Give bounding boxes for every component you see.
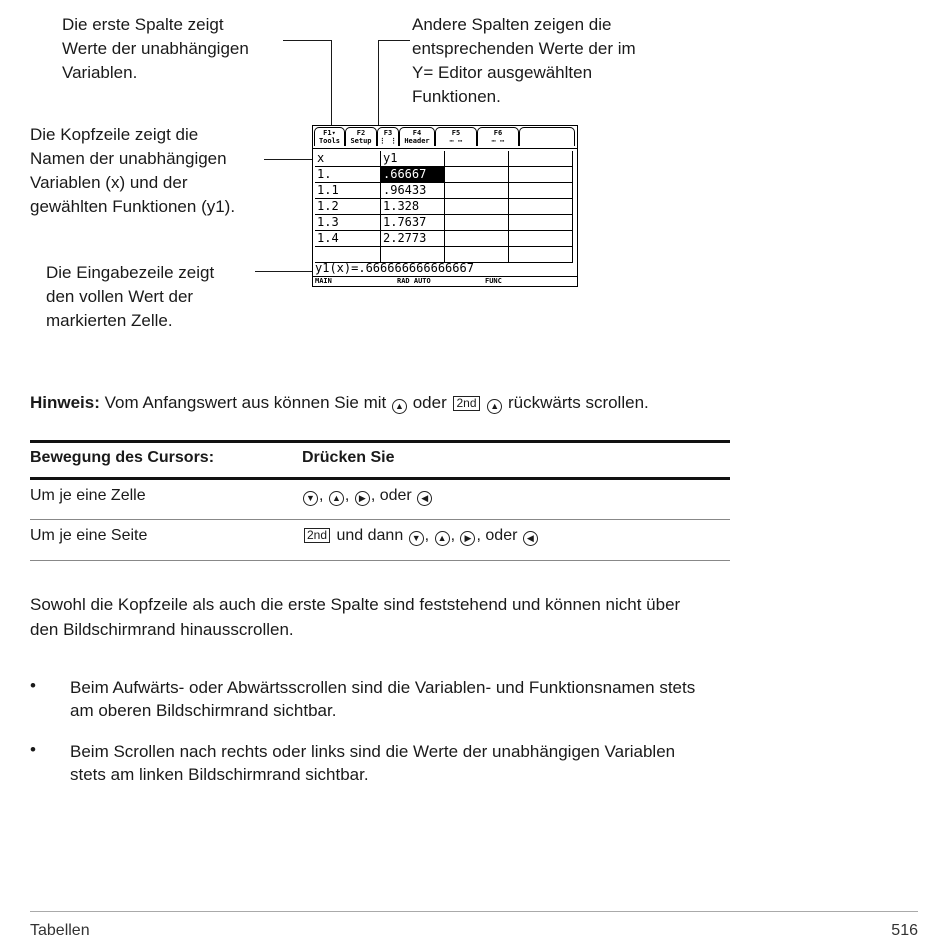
up-arrow-key-icon: ▲ <box>392 399 407 414</box>
table-header: Drücken Sie <box>302 449 395 466</box>
callout-line: Variablen. <box>62 63 138 82</box>
page-number: 516 <box>891 922 918 939</box>
status-mode: MAIN <box>315 277 332 285</box>
callout-line: Die Kopfzeile zeigt die <box>30 125 199 144</box>
body-line: Sowohl die Kopfzeile als auch die erste Spalte sind feststehend und können nicht über <box>30 595 681 614</box>
left-arrow-key-icon: ◀ <box>417 491 432 506</box>
tab-key: F4 <box>412 129 422 137</box>
callout-line: Namen der unabhängigen <box>30 149 227 168</box>
bullet-icon: • <box>30 676 36 695</box>
bullet-line: Beim Scrollen nach rechts oder links sind die Werte der unabhängigen Variablen <box>70 742 676 761</box>
table-cell-keys <box>302 487 433 506</box>
callout-other-columns <box>412 13 636 109</box>
footer-section: Tabellen <box>30 922 90 939</box>
oder-text: oder <box>379 487 412 504</box>
callout-line: entsprechenden Werte der im <box>412 39 636 58</box>
table-row-rule <box>30 519 730 520</box>
table-header-rule <box>30 477 730 480</box>
table-top-rule <box>30 440 730 443</box>
table-row <box>315 183 573 199</box>
callout-line: Die Eingabezeile zeigt <box>46 263 215 282</box>
table-cell[interactable] <box>509 247 573 262</box>
bullet-text <box>70 740 930 786</box>
separator: , <box>476 527 481 544</box>
column-header[interactable]: y1 <box>381 151 445 166</box>
toolbar <box>313 126 577 149</box>
toolbar-tab-f2[interactable] <box>345 127 377 146</box>
2nd-key-icon: 2nd <box>453 396 479 411</box>
table-row <box>315 231 573 247</box>
note-text: Vom Anfangswert aus können Sie mit <box>104 393 387 412</box>
toolbar-tab-f6[interactable] <box>477 127 519 146</box>
tab-label: ⋮ ⋮ <box>378 137 398 145</box>
leader-line <box>255 271 313 272</box>
table-cell[interactable] <box>509 215 573 230</box>
tab-key: F6 <box>493 129 503 137</box>
separator: , <box>370 487 376 504</box>
note-label: Hinweis: <box>30 393 100 412</box>
table-cell[interactable]: .96433 <box>381 183 445 198</box>
right-arrow-key-icon: ▶ <box>460 531 475 546</box>
oder-text: oder <box>485 527 518 544</box>
table-cell[interactable] <box>509 231 573 246</box>
bullet-text <box>70 676 930 722</box>
status-graph: FUNC <box>485 277 502 285</box>
up-arrow-key-icon: ▲ <box>487 399 502 414</box>
up-arrow-key-icon: ▲ <box>329 491 344 506</box>
leader-line <box>283 40 331 41</box>
callout-line: Andere Spalten zeigen die <box>412 15 612 34</box>
callout-line: den vollen Wert der <box>46 287 194 306</box>
callout-line: markierten Zelle. <box>46 311 173 330</box>
table-bottom-rule <box>30 560 730 561</box>
callout-entry-line <box>46 261 214 333</box>
table-header-row <box>315 151 573 167</box>
entry-line: y1(x)=.666666666666667 <box>315 261 474 275</box>
status-angle: RAD AUTO <box>397 277 431 285</box>
table-cell[interactable] <box>445 199 509 214</box>
callout-line: Die erste Spalte zeigt <box>62 15 224 34</box>
toolbar-tab-f3[interactable] <box>377 127 399 146</box>
tab-key: F3 <box>383 129 393 137</box>
selected-cell[interactable]: .66667 <box>381 167 445 182</box>
note-text: oder <box>412 393 447 412</box>
body-paragraph <box>30 592 680 642</box>
callout-line: Funktionen. <box>412 87 501 106</box>
down-arrow-key-icon: ▼ <box>409 531 424 546</box>
table-cell[interactable] <box>509 183 573 198</box>
callout-header-row <box>30 123 235 219</box>
table-cell: Um je eine Zelle <box>30 487 146 504</box>
table-row <box>315 215 573 231</box>
bullet-icon: • <box>30 740 36 759</box>
tab-key: F2 <box>356 129 366 137</box>
toolbar-tab-f5[interactable] <box>435 127 477 146</box>
table-cell[interactable] <box>381 247 445 262</box>
separator: , <box>424 527 430 544</box>
callout-line: gewählten Funktionen (y1). <box>30 197 236 216</box>
body-line: den Bildschirmrand hinausscrollen. <box>30 620 294 639</box>
bullet-line: Beim Aufwärts- oder Abwärtsscrollen sind die Variablen- und Funktionsnamen stets <box>70 678 696 697</box>
table-cell[interactable]: 1. <box>315 167 381 182</box>
callout-first-column <box>62 13 249 85</box>
up-arrow-key-icon: ▲ <box>435 531 450 546</box>
leader-line <box>264 159 313 160</box>
note-text: rückwärts scrollen. <box>507 393 649 412</box>
table-cell[interactable]: 1.1 <box>315 183 381 198</box>
leader-line <box>378 40 410 41</box>
tab-key: F5 <box>451 129 461 137</box>
table-row <box>315 199 573 215</box>
callout-line: Werte der unabhängigen <box>62 39 249 58</box>
table-header: Bewegung des Cursors: <box>30 449 215 466</box>
leader-line <box>378 40 379 125</box>
table-cell[interactable] <box>445 247 509 262</box>
tab-key: F1▾ <box>323 129 336 137</box>
table-cell[interactable]: 1.7637 <box>381 215 445 230</box>
tab-label: Setup <box>350 137 372 145</box>
callout-line: Variablen (x) und der <box>30 173 188 192</box>
tab-label: Tools <box>318 137 341 145</box>
column-header[interactable]: x <box>315 151 381 166</box>
table-cell: Um je eine Seite <box>30 527 148 544</box>
tab-label: Header <box>404 137 430 145</box>
table-cell[interactable] <box>509 167 573 182</box>
2nd-key-icon: 2nd <box>304 528 330 543</box>
table-cell-keys <box>302 527 539 546</box>
toolbar-tab-f4[interactable] <box>399 127 435 146</box>
bullet-line: stets am linken Bildschirmrand sichtbar. <box>70 765 369 784</box>
bullet-line: am oberen Bildschirmrand sichtbar. <box>70 701 337 720</box>
tab-label: ⋯ ⋯ <box>449 137 463 145</box>
table-cell[interactable] <box>445 183 509 198</box>
table-cell[interactable]: 2.2773 <box>381 231 445 246</box>
leader-line <box>331 40 332 125</box>
down-arrow-key-icon: ▼ <box>303 491 318 506</box>
separator: , <box>319 487 324 504</box>
table-row <box>315 167 573 183</box>
toolbar-tab-f1[interactable] <box>314 127 345 146</box>
right-arrow-key-icon: ▶ <box>355 491 370 506</box>
table-cell[interactable] <box>509 199 573 214</box>
separator: , <box>450 527 456 544</box>
column-header[interactable] <box>445 151 509 166</box>
table-cell[interactable] <box>445 215 509 230</box>
table-cell[interactable]: 1.2 <box>315 199 381 214</box>
table-cell[interactable]: 1.328 <box>381 199 445 214</box>
status-bar <box>313 276 577 287</box>
left-arrow-key-icon: ◀ <box>523 531 538 546</box>
table-cell[interactable] <box>315 247 381 262</box>
column-header[interactable] <box>509 151 573 166</box>
table-cell[interactable]: 1.4 <box>315 231 381 246</box>
note-paragraph <box>30 393 649 414</box>
table-cell[interactable] <box>445 167 509 182</box>
tab-label: ⋯ ⋯ <box>491 137 505 145</box>
toolbar-tab-empty <box>519 127 575 146</box>
footer-rule <box>30 911 918 912</box>
calculator-table-screen <box>312 125 578 287</box>
callout-line: Y= Editor ausgewählten <box>412 63 593 82</box>
und-dann-text: und dann <box>336 527 404 544</box>
table-cell[interactable]: 1.3 <box>315 215 381 230</box>
separator: , <box>344 487 350 504</box>
table-cell[interactable] <box>445 231 509 246</box>
